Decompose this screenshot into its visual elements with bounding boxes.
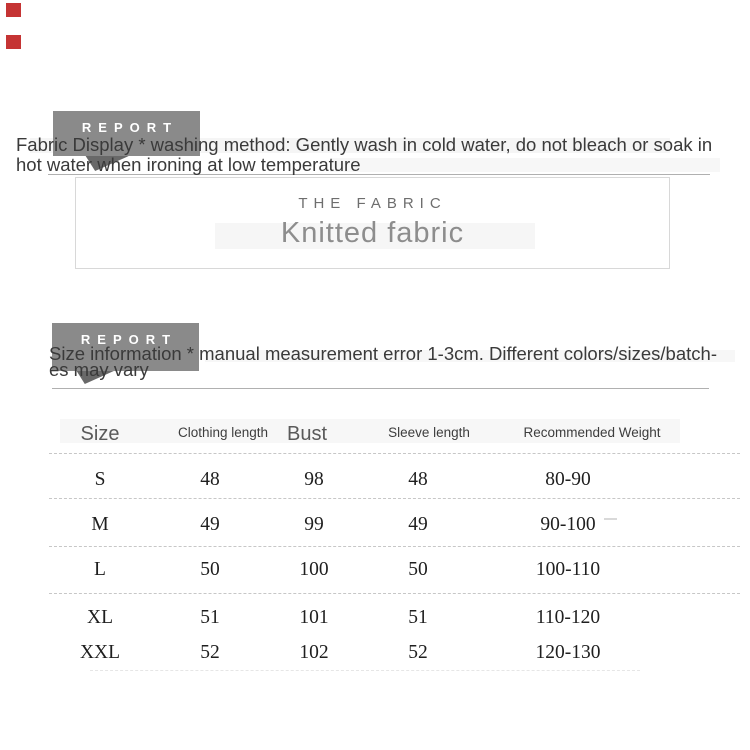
cell-bust: 102 [299, 642, 329, 663]
red-mark-icon [6, 35, 21, 49]
cell-recommended-weight: 80-90 [545, 469, 591, 490]
red-mark-icon [6, 3, 21, 17]
table-divider-dashed [49, 593, 740, 594]
cell-recommended-weight: 120-130 [535, 642, 601, 663]
table-row [0, 605, 750, 631]
divider-line [52, 388, 709, 389]
cell-bust: 100 [299, 559, 329, 580]
table-row [0, 512, 750, 538]
table-divider-dashed [49, 498, 740, 499]
size-description-line-2: es may vary [49, 359, 149, 380]
cell-size: XL [87, 607, 113, 628]
column-header-sleeve-length: Sleeve length [388, 425, 470, 440]
fabric-info-box [75, 177, 670, 269]
table-row [0, 640, 750, 666]
cell-bust: 101 [299, 607, 329, 628]
cell-bust: 99 [304, 514, 324, 535]
cell-size: L [94, 559, 106, 580]
fabric-box-eyebrow: THE FABRIC [298, 195, 447, 212]
cell-sleeve-length: 48 [408, 469, 428, 490]
column-header-clothing-length: Clothing length [177, 425, 269, 440]
table-divider-faint [90, 670, 640, 671]
cell-bust: 98 [304, 469, 324, 490]
cell-sleeve-length: 52 [408, 642, 428, 663]
fabric-description-line-1: Fabric Display * washing method: Gently wash in cold water, do not bleach or soak in [16, 134, 713, 155]
table-row [0, 557, 750, 583]
cell-clothing-length: 51 [200, 607, 220, 628]
column-header-size: Size [80, 423, 120, 445]
cell-sleeve-length: 50 [408, 559, 428, 580]
size-description-line-1: Size information * manual measurement error 1-3cm. Different colors/sizes/batch- [49, 343, 717, 364]
report-badge-label: REPORT [80, 332, 178, 347]
table-divider-dashed [49, 546, 740, 547]
column-header-recommended-weight: Recommended Weight [523, 425, 661, 440]
column-header-bust: Bust [286, 423, 328, 445]
cell-size: M [91, 514, 109, 535]
table-row [0, 467, 750, 493]
cell-sleeve-length: 49 [408, 514, 428, 535]
fabric-description-line-2: hot water when ironing at low temperature [16, 154, 361, 175]
fabric-box-title: Knitted fabric [280, 217, 465, 249]
ghost-artifact [330, 158, 720, 172]
cell-sleeve-length: 51 [408, 607, 428, 628]
cell-recommended-weight: 110-120 [535, 607, 601, 628]
cell-clothing-length: 48 [200, 469, 220, 490]
cell-clothing-length: 52 [200, 642, 220, 663]
cell-clothing-length: 49 [200, 514, 220, 535]
report-badge-label: REPORT [81, 120, 179, 135]
cell-clothing-length: 50 [200, 559, 220, 580]
table-divider-dashed [49, 453, 740, 454]
cell-size: XXL [79, 642, 121, 663]
cell-size: S [94, 469, 106, 490]
cell-recommended-weight: 100-110 [535, 559, 601, 580]
cell-recommended-weight: 90-100 [540, 514, 596, 535]
